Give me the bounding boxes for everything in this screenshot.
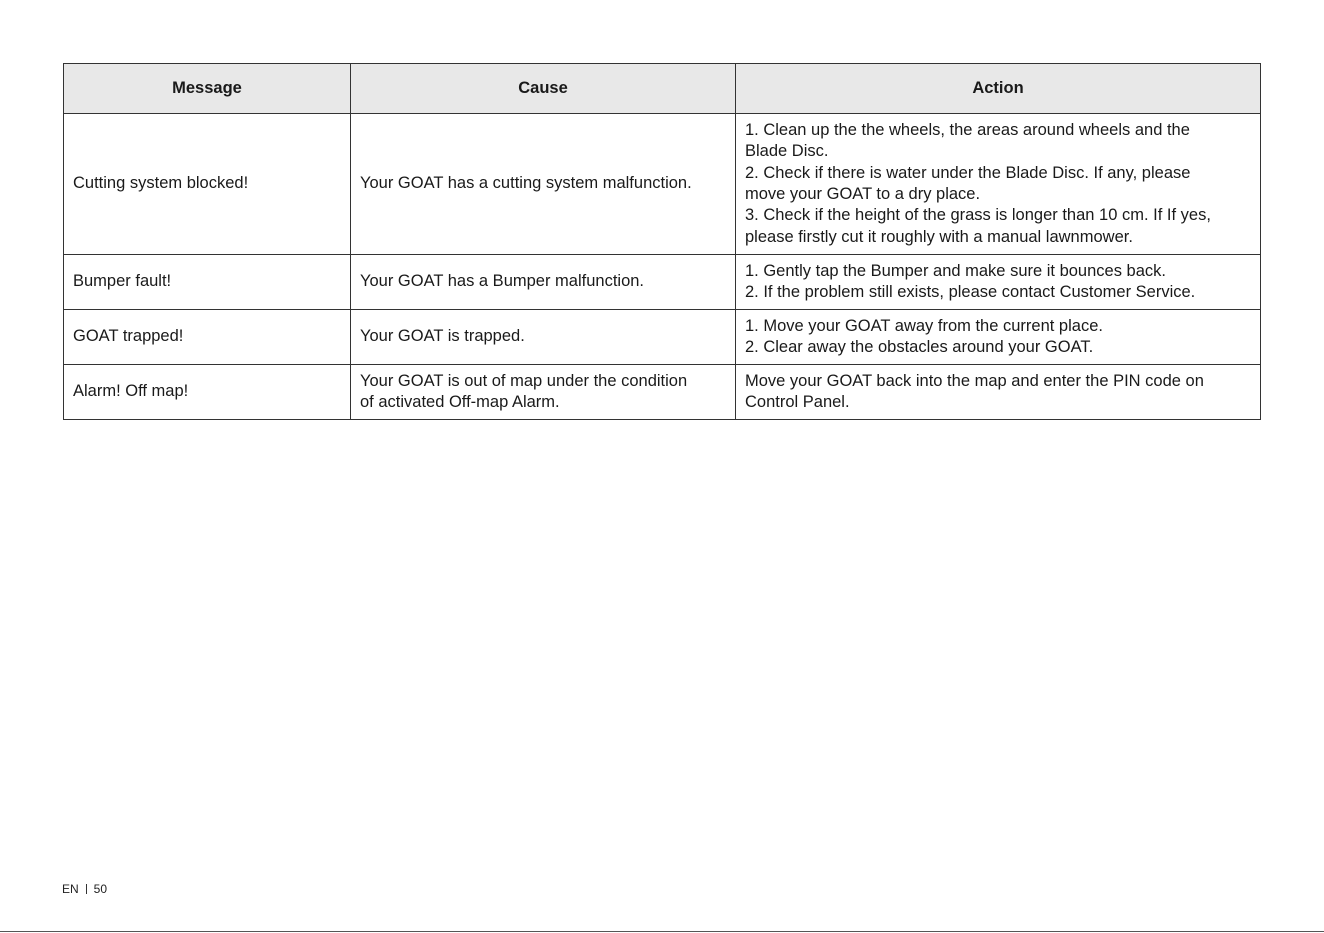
action-cell xyxy=(736,365,1261,420)
message-cell: Alarm! Off map! xyxy=(64,365,351,420)
cause-line: Your GOAT has a Bumper malfunction. xyxy=(360,272,645,291)
action-line: Move your GOAT back into the map and enter the PIN code on xyxy=(745,371,1204,390)
action-line: Control Panel. xyxy=(745,393,850,411)
table-row xyxy=(64,310,1261,365)
footer-divider xyxy=(86,884,87,894)
bottom-rule xyxy=(0,931,1324,932)
page-footer xyxy=(62,882,107,896)
action-line: 3. Check if the height of the grass is longer than 10 cm. If If yes, xyxy=(745,206,1211,225)
message-cell: Bumper fault! xyxy=(64,255,351,310)
cause-line: Your GOAT is trapped. xyxy=(360,327,525,346)
action-line: 1. Move your GOAT away from the current place. xyxy=(745,316,1103,335)
error-message-table-container xyxy=(63,63,1260,420)
message-cell: Cutting system blocked! xyxy=(64,114,351,255)
header-cause: Cause xyxy=(351,64,736,114)
action-line: 2. Clear away the obstacles around your GOAT. xyxy=(745,338,1094,356)
table-row xyxy=(64,365,1261,420)
action-cell xyxy=(736,255,1261,310)
cause-line: Your GOAT is out of map under the condition xyxy=(360,371,688,390)
cause-cell xyxy=(351,255,736,310)
action-line: 1. Clean up the the wheels, the areas around wheels and the xyxy=(745,121,1190,140)
action-line: please firstly cut it roughly with a manual lawnmower. xyxy=(745,227,1133,246)
action-cell xyxy=(736,310,1261,365)
action-line: 2. If the problem still exists, please contact Customer Service. xyxy=(745,283,1196,301)
action-line: 1. Gently tap the Bumper and make sure it bounces back. xyxy=(745,261,1166,280)
table-header-row xyxy=(64,64,1261,114)
action-line: Blade Disc. xyxy=(745,142,829,161)
error-message-table xyxy=(63,63,1261,420)
cause-cell xyxy=(351,365,736,420)
action-cell xyxy=(736,114,1261,255)
table-row xyxy=(64,255,1261,310)
page-number: 50 xyxy=(93,882,108,896)
cause-cell xyxy=(351,114,736,255)
footer-language: EN xyxy=(62,882,79,896)
action-line: move your GOAT to a dry place. xyxy=(745,185,981,203)
header-action: Action xyxy=(736,64,1261,114)
action-line: 2. Check if there is water under the Blade Disc. If any, please xyxy=(745,163,1191,182)
message-cell: GOAT trapped! xyxy=(64,310,351,365)
header-message: Message xyxy=(64,64,351,114)
cause-line: Your GOAT has a cutting system malfunction. xyxy=(360,174,692,193)
table-row xyxy=(64,114,1261,255)
cause-cell xyxy=(351,310,736,365)
cause-line: of activated Off-map Alarm. xyxy=(360,393,560,411)
